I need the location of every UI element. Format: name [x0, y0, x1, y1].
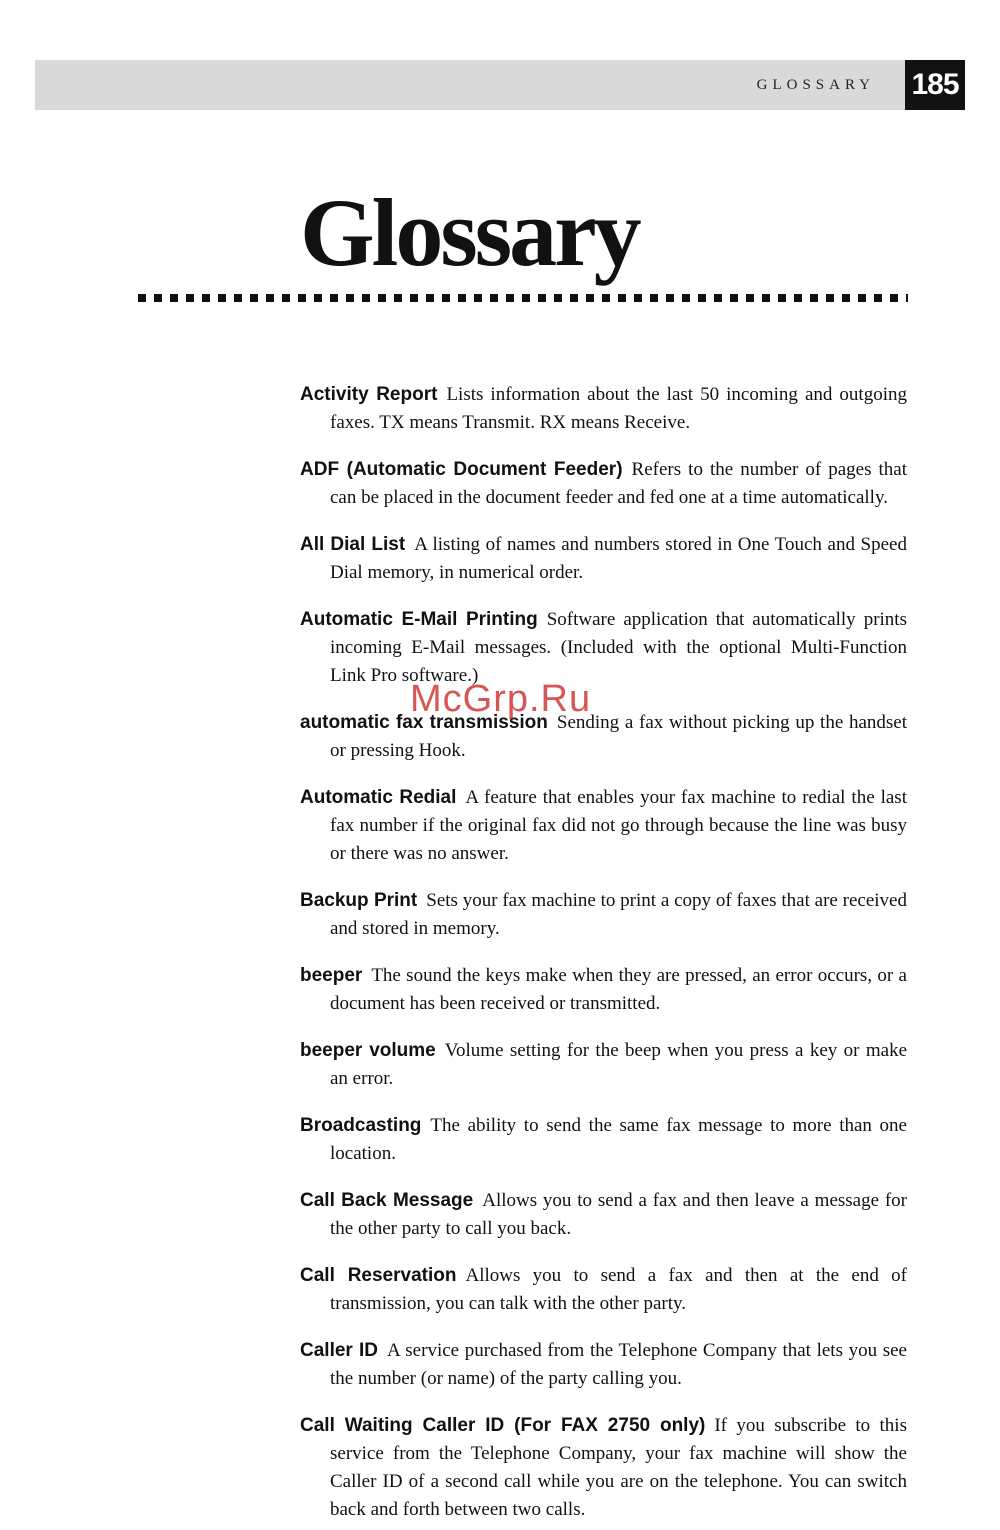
glossary-definition: Lists information about the last 50 incoming and outgoing faxes. TX means Transmit. RX means Receive. — [330, 384, 907, 433]
glossary-definition: A service purchased from the Telephone Company that lets you see the number (or name) of the party calling you. — [330, 1340, 907, 1389]
glossary-entry — [300, 962, 907, 1018]
glossary-entry — [300, 606, 907, 690]
glossary-term: ADF (Automatic Document Feeder) — [300, 459, 623, 480]
glossary-term: Call Back Message — [300, 1190, 474, 1211]
glossary-term: beeper volume — [300, 1040, 436, 1061]
glossary-definition: A listing of names and numbers stored in One Touch and Speed Dial memory, in numerical order. — [330, 534, 907, 583]
glossary-entry — [300, 381, 907, 437]
glossary-term: Call Waiting Caller ID (For FAX 2750 only) — [300, 1415, 706, 1436]
glossary-entry — [300, 456, 907, 512]
glossary-entry — [300, 1037, 907, 1093]
glossary-definition: If you subscribe to this service from the Telephone Company, your fax machine will show the Caller ID of a second call while you are on the telephone. You can switch back and forth between two calls. — [330, 1415, 907, 1520]
page-number: 185 — [905, 60, 965, 110]
glossary-term: Activity Report — [300, 384, 438, 405]
glossary-definition: Sending a fax without picking up the handset or pressing Hook. — [330, 712, 907, 761]
glossary-entry — [300, 1187, 907, 1243]
glossary-definition: Sets your fax machine to print a copy of faxes that are received and stored in memory. — [330, 890, 907, 939]
glossary-definition: Allows you to send a fax and then leave a message for the other party to call you back. — [330, 1190, 907, 1239]
glossary-term: Automatic Redial — [300, 787, 457, 808]
glossary-entry — [300, 709, 907, 765]
glossary-term: Backup Print — [300, 890, 418, 911]
glossary-term: Broadcasting — [300, 1115, 422, 1136]
glossary-entry — [300, 784, 907, 868]
glossary-definition: A feature that enables your fax machine to redial the last fax number if the original fax did not go through because the line was busy or there was no answer. — [330, 787, 907, 864]
glossary-entry — [300, 887, 907, 943]
glossary-term: automatic fax transmission — [300, 712, 548, 733]
glossary-term: Caller ID — [300, 1340, 378, 1361]
glossary-definition: Volume setting for the beep when you press a key or make an error. — [330, 1040, 908, 1089]
glossary-definition: Refers to the number of pages that can be placed in the document feeder and fed one at a time automatically. — [330, 459, 907, 508]
glossary-term: Call Reservation — [300, 1265, 457, 1286]
glossary-term: beeper — [300, 965, 363, 986]
glossary-definition: The ability to send the same fax message to more than one location. — [330, 1115, 907, 1164]
glossary-definition: Software application that automatically prints incoming E-Mail messages. (Included with the optional Multi-Function Link Pro software.) — [330, 609, 907, 686]
glossary-definition: Allows you to send a fax and then at the end of transmission, you can talk with the other party. — [330, 1265, 907, 1314]
glossary-entry — [300, 1337, 907, 1393]
glossary-term: Automatic E-Mail Printing — [300, 609, 538, 630]
watermark: McGrp.Ru — [410, 678, 592, 720]
glossary-entry — [300, 1262, 907, 1318]
glossary-term: All Dial List — [300, 534, 406, 555]
dotted-divider — [138, 294, 908, 302]
glossary-entry — [300, 1112, 907, 1168]
section-label: GLOSSARY — [756, 77, 875, 93]
glossary-entry — [300, 1412, 907, 1524]
glossary-definition: The sound the keys make when they are pressed, an error occurs, or a document has been received or transmitted. — [330, 965, 907, 1014]
page-title: Glossary — [300, 179, 639, 286]
glossary-entry — [300, 531, 907, 587]
glossary-list — [300, 362, 907, 1530]
